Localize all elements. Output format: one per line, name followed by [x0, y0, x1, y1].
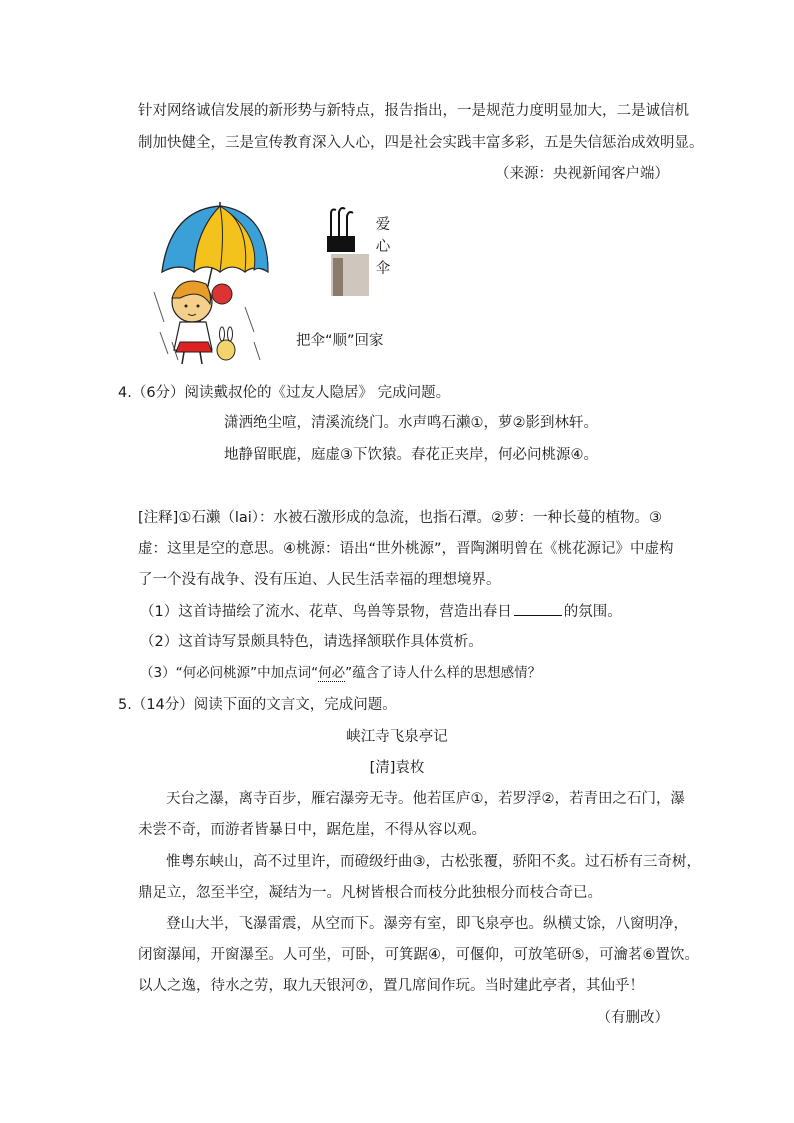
news-source: （来源：央视新闻客户端）: [495, 166, 669, 182]
answer-blank[interactable]: [514, 601, 562, 616]
essay-author: [清]袁枚: [369, 760, 425, 776]
poem-line-1: 潇洒绝尘喧，清溪流绕门。水声鸣石濑①，萝②影到林轩。: [224, 415, 598, 431]
q4-header: 4.（6分）阅读戴叔伦的《过友人隐居》 完成问题。: [118, 385, 451, 401]
essay-p3-line-3: 以人之逸，待水之劳，取九天银河⑦，置几席间作玩。当时建此亭者，其仙乎！: [138, 978, 644, 994]
essay-p1-line-1: 天台之瀑，离寺百步，雁宕瀑旁无寺。他若匡庐①，若罗浮②，若青田之石门，瀑: [166, 791, 685, 807]
poem-line-2: 地静留眠鹿，庭虚③下饮猿。春花正夹岸，何必问桃源④。: [224, 447, 598, 463]
news-line-2: 制加快健全，三是宣传教育深入人心，四是社会实践丰富多彩，五是失信惩治成效明显。: [138, 135, 704, 151]
essay-p1-line-2: 未尝不奇，而游者皆暴日中，踞危崖，不得从容以观。: [138, 822, 486, 838]
q4-sub2: （2）这首诗写景颇具特色，请选择颔联作具体赏析。: [140, 634, 483, 650]
love-umbrella-vertical-text: 爱 心 伞: [375, 217, 391, 277]
essay-p3-line-2: 闭窗瀑闻，开窗瀑至。人可坐，可卧，可箕踞④，可偃仰，可放笔研⑤，可瀹茗⑥置饮。: [138, 947, 699, 963]
illustration-caption: 把伞“顺”回家: [296, 333, 384, 349]
essay-p2-line-1: 惟粤东峡山，高不过里许，而磴级纡曲③，古松张覆，骄阳不炙。过石桥有三奇树，: [166, 854, 701, 870]
q4-note-line-2: 虚：这里是空的意思。④桃源：语出“世外桃源”，晋陶渊明曾在《桃花源记》中虚构: [138, 541, 674, 557]
q4-sub3: （3）“何必问桃源”中加点词“何必”蕴含了诗人什么样的思想感情？: [140, 665, 542, 681]
q4-note-line-3: 了一个没有战争、没有压迫、人民生活幸福的理想境界。: [138, 572, 501, 588]
news-line-1: 针对网络诚信发展的新形势与新特点，报告指出，一是规范力度明显加大，二是诚信机: [138, 103, 689, 119]
girl-umbrella-illustration: [150, 202, 270, 367]
q4-sub1: （1）这首诗描绘了流水、花草、鸟兽等景物，营造出春日 的氛围。: [140, 601, 622, 622]
essay-p2-line-2: 鼎足立，忽至半空，凝结为一。凡树皆根合而枝分此独根分而枝合奇已。: [138, 885, 602, 901]
essay-p3-line-1: 登山大半，飞瀑雷震，从空而下。瀑旁有室，即飞泉亭也。纵横丈馀，八窗明净，: [166, 916, 688, 932]
essay-title: 峡江寺飞泉亭记: [346, 729, 448, 745]
essay-note: （有删改）: [596, 1010, 669, 1026]
umbrella-stand-photo: [323, 206, 373, 298]
q4-note-line-1: [注释]①石濑（lai）：水被石激形成的急流，也指石潭。②萝：一种长蔓的植物。③: [138, 510, 663, 526]
q5-header: 5.（14分）阅读下面的文言文，完成问题。: [118, 697, 397, 713]
